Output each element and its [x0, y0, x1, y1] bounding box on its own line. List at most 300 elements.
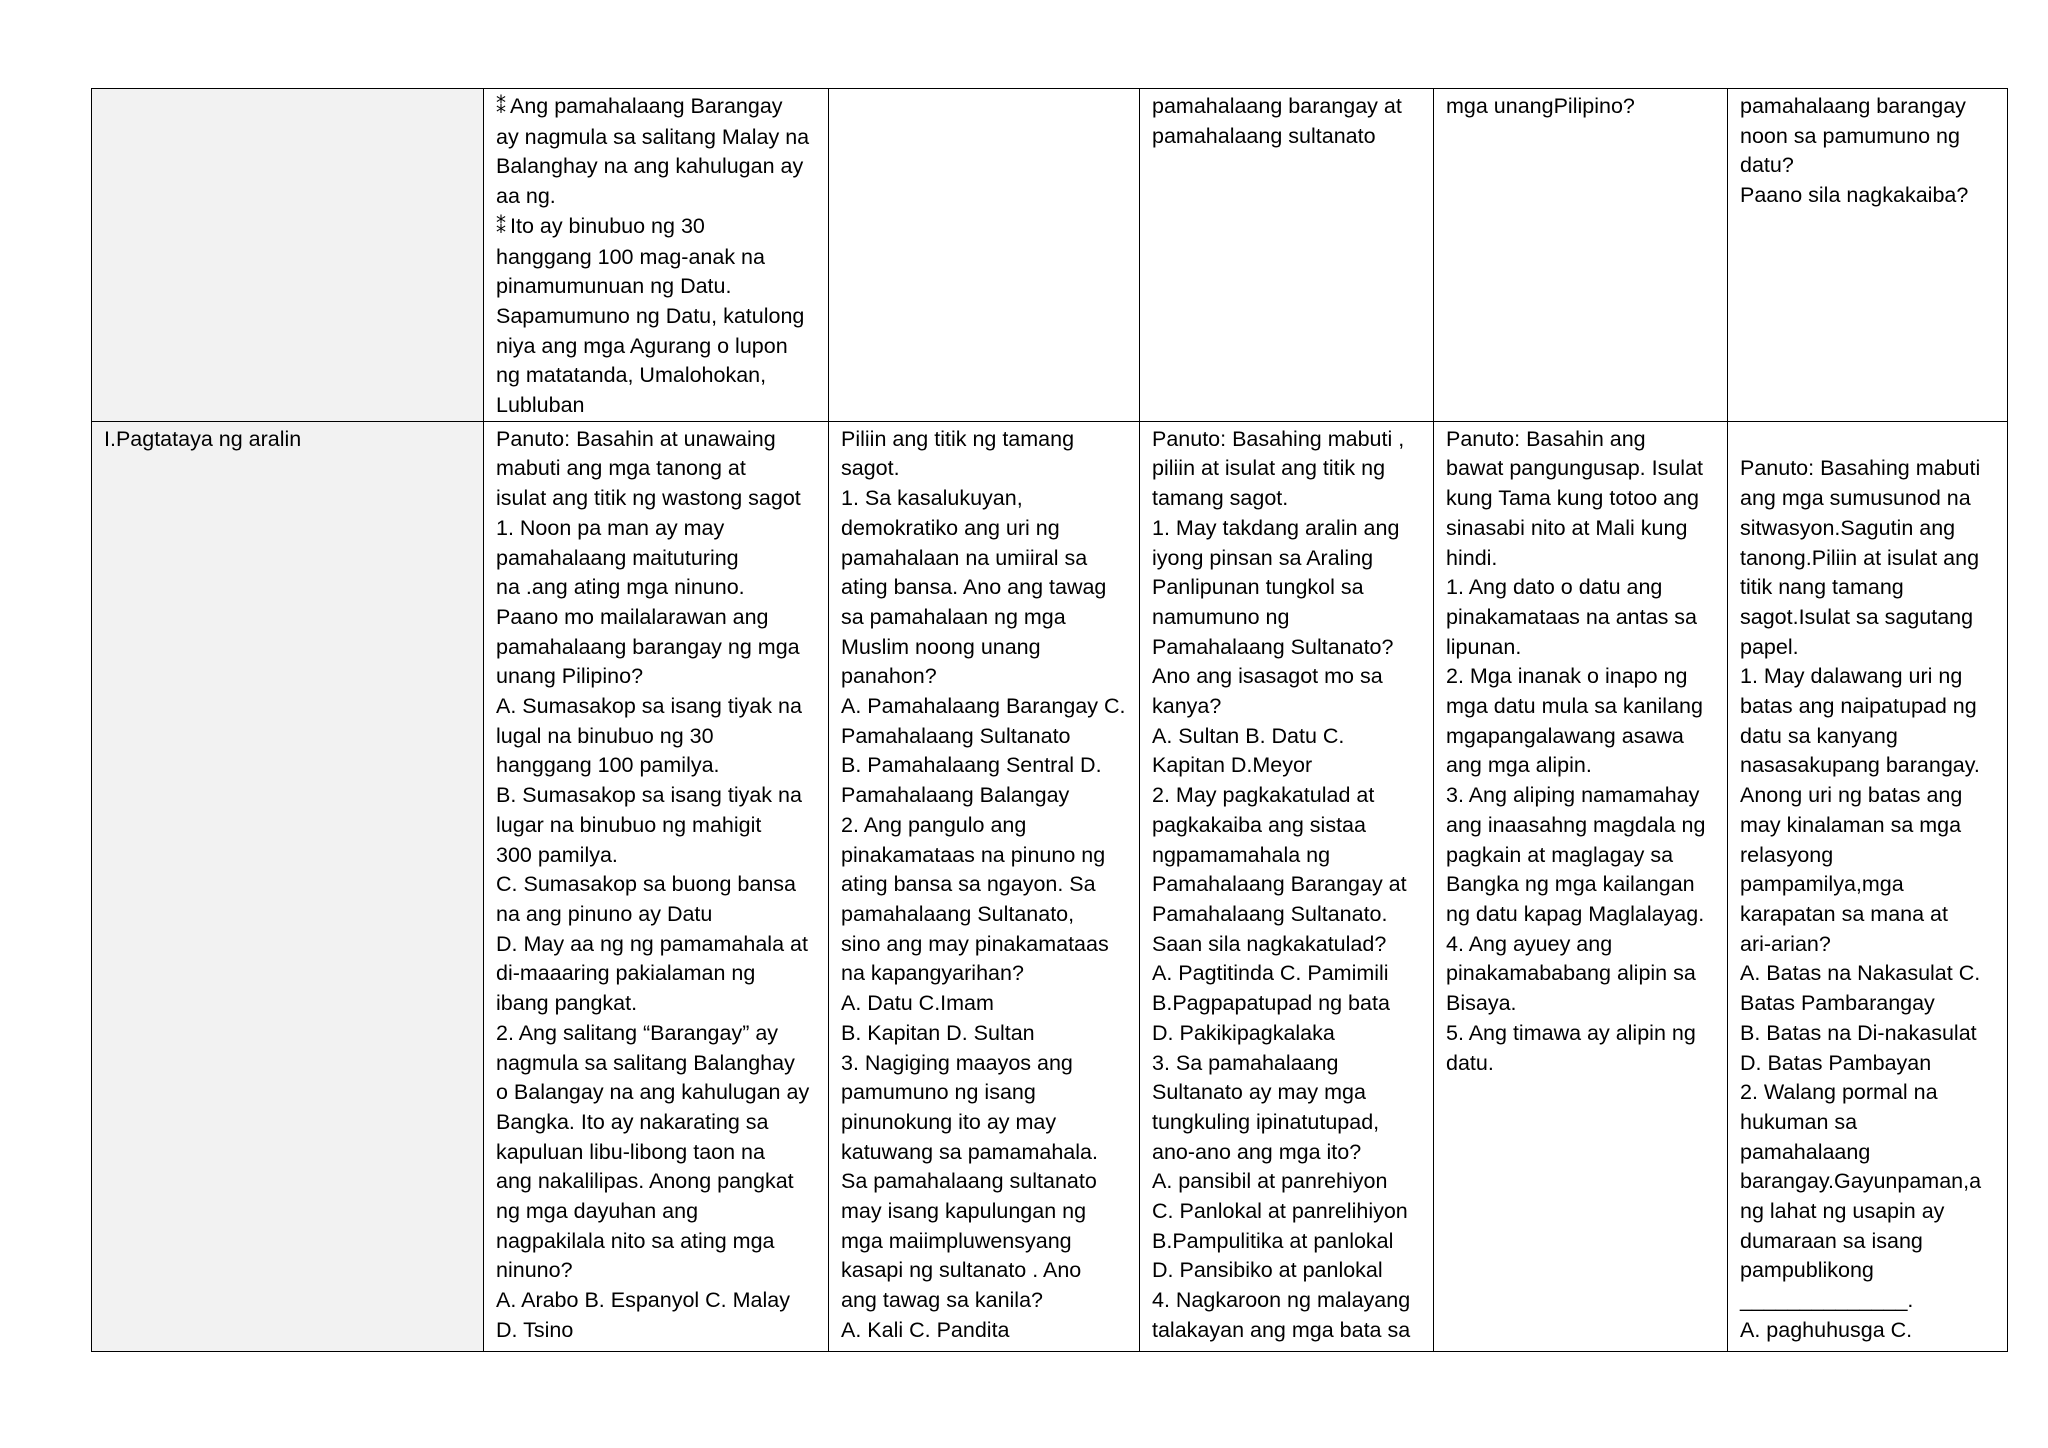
table-row: [92, 89, 2008, 422]
line-text: 2. Ang pangulo ang: [841, 812, 1027, 837]
text-line: [841, 1108, 1127, 1138]
text-line: [496, 1227, 816, 1257]
text-line: [1446, 633, 1715, 663]
text-line: [1446, 722, 1715, 752]
text-line: [1740, 692, 1995, 722]
line-text: titik nang tamang: [1740, 575, 1904, 600]
text-line: [1740, 870, 1995, 900]
table-cell: [484, 421, 829, 1351]
line-text: Sa pamahalaang sultanato: [841, 1169, 1097, 1194]
text-line: [496, 1286, 816, 1316]
line-text: 3. Sa pamahalaang: [1152, 1050, 1339, 1075]
line-text: ng matatanda, Umalohokan,: [496, 363, 767, 388]
text-line: [1152, 122, 1421, 152]
line-text: D. Batas Pambayan: [1740, 1050, 1932, 1075]
text-line: [841, 603, 1127, 633]
text-line: [1446, 662, 1715, 692]
line-text: ang mga alipin.: [1446, 753, 1592, 778]
line-text: may isang kapulungan ng: [841, 1199, 1087, 1224]
line-text: na kapangyarihan?: [841, 961, 1024, 986]
line-text: pinakamataas na pinuno ng: [841, 842, 1106, 867]
text-line: [1446, 870, 1715, 900]
line-text: B. Kapitan D. Sultan: [841, 1020, 1035, 1045]
text-line: [1446, 841, 1715, 871]
text-line: [1740, 454, 1995, 484]
text-line: [496, 1316, 816, 1346]
text-line: [1152, 514, 1421, 544]
text-line: [1152, 1197, 1421, 1227]
line-text: B.Pagpapatupad ng bata: [1152, 991, 1390, 1016]
table-cell: [1434, 89, 1728, 422]
text-line: [1740, 930, 1995, 960]
line-text: 2. May pagkakatulad at: [1152, 783, 1375, 808]
table-cell: [1728, 89, 2008, 422]
table-cell: [829, 89, 1140, 422]
table-cell: [1140, 421, 1434, 1351]
line-text: aa ng.: [496, 184, 556, 209]
line-text: Piliin ang titik ng tamang: [841, 426, 1075, 451]
line-text: sinasabi nito at Mali kung: [1446, 515, 1688, 540]
text-line: [1740, 989, 1995, 1019]
text-line: [1152, 1227, 1421, 1257]
text-line: [496, 361, 816, 391]
text-line: [1740, 425, 1995, 455]
line-text: D. Pakikipagkalaka: [1152, 1020, 1335, 1045]
text-line: [1446, 603, 1715, 633]
text-line: [1446, 900, 1715, 930]
line-text: 3. Ang aliping namamahay: [1446, 783, 1700, 808]
line-text: Paano sila nagkakaiba?: [1740, 183, 1969, 208]
line-text: pinakamababang alipin sa: [1446, 961, 1696, 986]
line-text: relasyong: [1740, 842, 1834, 867]
line-text: pamahalaang sultanato: [1152, 123, 1376, 148]
line-text: may kinalaman sa mga: [1740, 812, 1962, 837]
text-line: [1740, 841, 1995, 871]
text-line: [1152, 454, 1421, 484]
text-line: [1740, 633, 1995, 663]
line-text: Ang pamahalaang Barangay: [510, 94, 783, 118]
line-text: niya ang mga Agurang o lupon: [496, 333, 788, 358]
line-text: Pamahalaang Sultanato: [841, 723, 1071, 748]
text-line: [1740, 544, 1995, 574]
line-text: Bangka. Ito ay nakarating sa: [496, 1109, 769, 1134]
text-line: [1152, 811, 1421, 841]
text-line: [1740, 811, 1995, 841]
line-text: ibang pangkat.: [496, 991, 638, 1016]
text-line: [1446, 781, 1715, 811]
text-line: [841, 1019, 1127, 1049]
text-line: [841, 1227, 1127, 1257]
line-text: A. Pamahalaang Barangay C.: [841, 694, 1126, 719]
text-line: [496, 391, 816, 421]
line-text: ang tawag sa kanila?: [841, 1288, 1044, 1313]
text-line: [841, 1138, 1127, 1168]
line-text: hukuman sa: [1740, 1109, 1858, 1134]
text-line: [841, 781, 1127, 811]
text-line: [1446, 1019, 1715, 1049]
line-text: Ano ang isasagot mo sa: [1152, 664, 1383, 689]
text-line: [1740, 722, 1995, 752]
text-line: [496, 123, 816, 153]
text-line: [1446, 484, 1715, 514]
line-text: pamahalaang barangay at: [1152, 94, 1402, 118]
line-text: pampublikong: [1740, 1258, 1874, 1283]
line-text: Panuto: Basahin ang: [1446, 426, 1646, 451]
line-text: tamang sagot.: [1152, 486, 1289, 511]
text-line: [496, 989, 816, 1019]
line-text: 1. Ang dato o datu ang: [1446, 575, 1663, 600]
line-text: D. Tsino: [496, 1317, 574, 1342]
text-line: [496, 1108, 816, 1138]
row-label: I.Pagtataya ng aralin: [104, 426, 302, 451]
line-text: pamahalaang barangay ng mga: [496, 634, 800, 659]
line-text: na .ang ating mga ninuno.: [496, 575, 745, 600]
table-cell: [484, 89, 829, 422]
text-line: [1740, 484, 1995, 514]
line-text: C. Sumasakop sa buong bansa: [496, 872, 797, 897]
table-cell: [1140, 89, 1434, 422]
text-line: [496, 722, 816, 752]
text-line: [841, 1078, 1127, 1108]
text-line: [1446, 454, 1715, 484]
text-line: [1740, 1019, 1995, 1049]
text-line: [496, 692, 816, 722]
line-text: pinamumunuan ng Datu.: [496, 274, 732, 299]
text-line: [496, 603, 816, 633]
line-text: pamahalaang Sultanato,: [841, 901, 1075, 926]
line-text: pamahalaang barangay: [1740, 94, 1966, 118]
line-text: Pamahalaang Sultanato.: [1152, 901, 1388, 926]
line-text: Anong uri ng batas ang: [1740, 783, 1963, 808]
text-line: [1152, 603, 1421, 633]
text-line: [1152, 841, 1421, 871]
line-text: hanggang 100 pamilya.: [496, 753, 720, 778]
text-line: [1740, 900, 1995, 930]
text-line: [841, 484, 1127, 514]
line-text: 5. Ang timawa ay alipin ng: [1446, 1020, 1696, 1045]
text-line: [1152, 989, 1421, 1019]
line-text: tanong.Piliin at isulat ang: [1740, 545, 1980, 570]
line-text: A. paghuhusga C.: [1740, 1317, 1913, 1342]
text-line: [1152, 959, 1421, 989]
text-line: [1740, 1256, 1995, 1286]
text-line: [1152, 425, 1421, 455]
line-text: 2. Ang salitang “Barangay” ay: [496, 1020, 779, 1045]
line-text: Ito ay binubuo ng 30: [510, 213, 705, 238]
text-line: [496, 1049, 816, 1079]
text-line: [496, 870, 816, 900]
line-text: nasasakupang barangay.: [1740, 753, 1980, 778]
line-text: mgapangalawang asawa: [1446, 723, 1684, 748]
row-label-cell: [92, 89, 484, 422]
line-text: Muslim noong unang: [841, 634, 1041, 659]
text-line: [841, 751, 1127, 781]
line-text: Lubluban: [496, 393, 585, 418]
text-line: [496, 751, 816, 781]
text-line: [1152, 1316, 1421, 1346]
text-line: [1740, 1197, 1995, 1227]
text-line: [1446, 1049, 1715, 1079]
line-text: A. Sultan B. Datu C.: [1152, 723, 1345, 748]
line-text: pamahalaang maituturing: [496, 545, 739, 570]
line-text: hindi.: [1446, 545, 1498, 570]
line-text: A. pansibil at panrehiyon: [1152, 1169, 1388, 1194]
text-line: [841, 1167, 1127, 1197]
line-text: isulat ang titik ng wastong sagot: [496, 486, 801, 511]
text-line: [1152, 870, 1421, 900]
text-line: [496, 182, 816, 212]
text-line: [1740, 603, 1995, 633]
text-line: [1740, 662, 1995, 692]
line-text: B. Pamahalaang Sentral D.: [841, 753, 1102, 778]
line-text: ay nagmula sa salitang Malay na: [496, 124, 810, 149]
text-line: [1740, 1049, 1995, 1079]
line-text: ating bansa sa ngayon. Sa: [841, 872, 1096, 897]
line-text: pagkakaiba ang sistaa: [1152, 812, 1366, 837]
text-line: [1152, 1167, 1421, 1197]
text-line: [496, 1197, 816, 1227]
line-text: pamahalaang: [1740, 1139, 1871, 1164]
text-line: [1152, 930, 1421, 960]
line-text: Panuto: Basahing mabuti: [1740, 456, 1981, 481]
text-line: [841, 1197, 1127, 1227]
line-text: A. Arabo B. Espanyol C. Malay: [496, 1288, 790, 1313]
line-text: sagot.Isulat sa sagutang: [1740, 604, 1974, 629]
text-line: [1446, 573, 1715, 603]
line-text: namumuno ng: [1152, 604, 1290, 629]
line-text: datu sa kanyang: [1740, 723, 1898, 748]
bullet-icon: ⁑: [496, 96, 504, 118]
text-line: [841, 989, 1127, 1019]
text-line: [1152, 900, 1421, 930]
line-text: ang inaasahng magdala ng: [1446, 812, 1706, 837]
text-line: [841, 425, 1127, 455]
text-line: [1740, 122, 1995, 152]
line-text: B.Pampulitika at panlokal: [1152, 1228, 1394, 1253]
text-line: [1152, 1286, 1421, 1316]
text-line: [496, 544, 816, 574]
text-line: [841, 633, 1127, 663]
line-text: ari-arian?: [1740, 931, 1831, 956]
text-line: [496, 1256, 816, 1286]
line-text: 4. Ang ayuey ang: [1446, 931, 1613, 956]
lesson-plan-table: [91, 88, 2008, 1352]
line-text: kanya?: [1152, 694, 1222, 719]
line-text: A. Pagtitinda C. Pamimili: [1152, 961, 1389, 986]
line-text: mga maiimpluwensyang: [841, 1228, 1072, 1253]
text-line: [1446, 514, 1715, 544]
text-line: [841, 454, 1127, 484]
text-line: [1152, 662, 1421, 692]
text-line: [841, 811, 1127, 841]
text-line: [496, 425, 816, 455]
text-line: [1740, 1078, 1995, 1108]
line-text: noon sa pamumuno ng: [1740, 123, 1960, 148]
line-text: ang nakalilipas. Anong pangkat: [496, 1169, 794, 1194]
line-text: pagkain at maglagay sa: [1446, 842, 1674, 867]
text-line: [1446, 959, 1715, 989]
line-text: iyong pinsan sa Araling: [1152, 545, 1374, 570]
line-text: sagot.: [841, 456, 900, 481]
text-line: [1446, 989, 1715, 1019]
line-text: B. Sumasakop sa isang tiyak na: [496, 783, 802, 808]
text-line: [496, 332, 816, 362]
text-line: [496, 781, 816, 811]
line-text: Panlipunan tungkol sa: [1152, 575, 1364, 600]
line-text: barangay.Gayunpaman,a: [1740, 1169, 1982, 1194]
line-text: Pamahalaang Barangay at: [1152, 872, 1407, 897]
line-text: 300 pamilya.: [496, 842, 618, 867]
text-line: [1740, 573, 1995, 603]
line-text: 3. Nagiging maayos ang: [841, 1050, 1073, 1075]
line-text: pinakamataas na antas sa: [1446, 604, 1697, 629]
line-text: hanggang 100 mag-anak na: [496, 244, 765, 269]
line-text: tungkuling ipinatutupad,: [1152, 1109, 1380, 1134]
text-line: [496, 514, 816, 544]
text-line: [1740, 92, 1995, 122]
line-text: A. Sumasakop sa isang tiyak na: [496, 694, 802, 719]
line-text: katuwang sa pamamahala.: [841, 1139, 1098, 1164]
line-text: Bisaya.: [1446, 991, 1517, 1016]
line-text: kung Tama kung totoo ang: [1446, 486, 1700, 511]
line-text: Batas Pambarangay: [1740, 991, 1935, 1016]
line-text: datu?: [1740, 153, 1794, 178]
line-text: unang Pilipino?: [496, 664, 644, 689]
table-cell: [1434, 421, 1728, 1351]
line-text: ninuno?: [496, 1258, 573, 1283]
text-line: [1446, 811, 1715, 841]
text-line: [841, 544, 1127, 574]
table-cell: [1728, 421, 2008, 1351]
line-text: C. Panlokal at panrelihiyon: [1152, 1199, 1408, 1224]
text-line: [496, 212, 816, 243]
text-line: [841, 722, 1127, 752]
line-text: na ang pinuno ay Datu: [496, 901, 713, 926]
text-line: [1740, 1167, 1995, 1197]
line-text: piliin at isulat ang titik ng: [1152, 456, 1386, 481]
text-line: [841, 1316, 1127, 1346]
text-line: [1740, 1286, 1995, 1316]
text-line: [496, 930, 816, 960]
line-text: demokratiko ang uri ng: [841, 515, 1060, 540]
text-line: [496, 302, 816, 332]
line-text: A. Batas na Nakasulat C.: [1740, 961, 1981, 986]
text-line: [1152, 633, 1421, 663]
line-text: lipunan.: [1446, 634, 1522, 659]
line-text: Balanghay na ang kahulugan ay: [496, 154, 804, 179]
text-line: [496, 1167, 816, 1197]
text-line: [1152, 1108, 1421, 1138]
text-line: [1152, 573, 1421, 603]
text-line: [1446, 92, 1715, 122]
text-line: [1152, 92, 1421, 122]
text-line: [1740, 959, 1995, 989]
line-text: ______________.: [1740, 1288, 1914, 1313]
text-line: [496, 1019, 816, 1049]
line-text: ng datu kapag Maglalayag.: [1446, 901, 1705, 926]
text-line: [1152, 722, 1421, 752]
line-text: Sapamumuno ng Datu, katulong: [496, 303, 805, 328]
line-text: pinunokung ito ay may: [841, 1109, 1057, 1134]
text-line: [496, 1078, 816, 1108]
text-line: [1152, 1049, 1421, 1079]
line-text: datu.: [1446, 1050, 1494, 1075]
line-text: nagpakilala nito sa ating mga: [496, 1228, 775, 1253]
text-line: [496, 454, 816, 484]
text-line: [1152, 1019, 1421, 1049]
line-text: D. May aa ng ng pamamahala at: [496, 931, 808, 956]
line-text: mga unangPilipino?: [1446, 94, 1635, 118]
text-line: [841, 841, 1127, 871]
text-line: [841, 1286, 1127, 1316]
line-text: lugal na binubuo ng 30: [496, 723, 714, 748]
bullet-icon: ⁑: [496, 215, 504, 238]
text-line: [496, 900, 816, 930]
line-text: ang mga sumusunod na: [1740, 486, 1971, 511]
text-line: [1740, 1138, 1995, 1168]
line-text: ating bansa. Ano ang tawag: [841, 575, 1107, 600]
text-line: [496, 662, 816, 692]
line-text: o Balangay na ang kahulugan ay: [496, 1080, 810, 1105]
text-line: [841, 692, 1127, 722]
line-text: 1. May takdang aralin ang: [1152, 515, 1400, 540]
line-text: Panuto: Basahin at unawaing: [496, 426, 776, 451]
line-text: papel.: [1740, 634, 1799, 659]
line-text: karapatan sa mana at: [1740, 901, 1948, 926]
text-line: [1740, 151, 1995, 181]
line-text: ng lahat ng usapin ay: [1740, 1199, 1945, 1224]
table-row: [92, 421, 2008, 1351]
line-text: panahon?: [841, 664, 937, 689]
line-text: kapuluan libu-libong taon na: [496, 1139, 765, 1164]
text-line: [1152, 1138, 1421, 1168]
line-text: D. Pansibiko at panlokal: [1152, 1258, 1383, 1283]
text-line: [496, 573, 816, 603]
text-line: [1446, 425, 1715, 455]
text-line: [496, 243, 816, 273]
line-text: batas ang naipatupad ng: [1740, 694, 1977, 719]
text-line: [496, 633, 816, 663]
text-line: [1740, 1227, 1995, 1257]
line-text: mga datu mula sa kanilang: [1446, 694, 1703, 719]
text-line: [496, 841, 816, 871]
line-text: ano-ano ang mga ito?: [1152, 1139, 1362, 1164]
text-line: [1152, 544, 1421, 574]
text-line: [1152, 751, 1421, 781]
text-line: [1740, 1108, 1995, 1138]
text-line: [841, 900, 1127, 930]
line-text: 1. May dalawang uri ng: [1740, 664, 1963, 689]
line-text: Bangka ng mga kailangan: [1446, 872, 1695, 897]
line-text: [1740, 427, 1746, 451]
text-line: [1740, 781, 1995, 811]
line-text: Paano mo mailalarawan ang: [496, 604, 769, 629]
line-text: Sultanato ay may mga: [1152, 1080, 1366, 1105]
text-line: [841, 1256, 1127, 1286]
table-cell: [829, 421, 1140, 1351]
line-text: 4. Nagkaroon ng malayang: [1152, 1288, 1411, 1313]
line-text: pampamilya,mga: [1740, 872, 1904, 897]
text-line: [1152, 781, 1421, 811]
text-line: [496, 272, 816, 302]
text-line: [1740, 1316, 1995, 1346]
text-line: [1740, 751, 1995, 781]
text-line: [496, 1138, 816, 1168]
line-text: 2. Mga inanak o inapo ng: [1446, 664, 1688, 689]
text-line: [841, 662, 1127, 692]
text-line: [1152, 1078, 1421, 1108]
line-text: dumaraan sa isang: [1740, 1228, 1923, 1253]
